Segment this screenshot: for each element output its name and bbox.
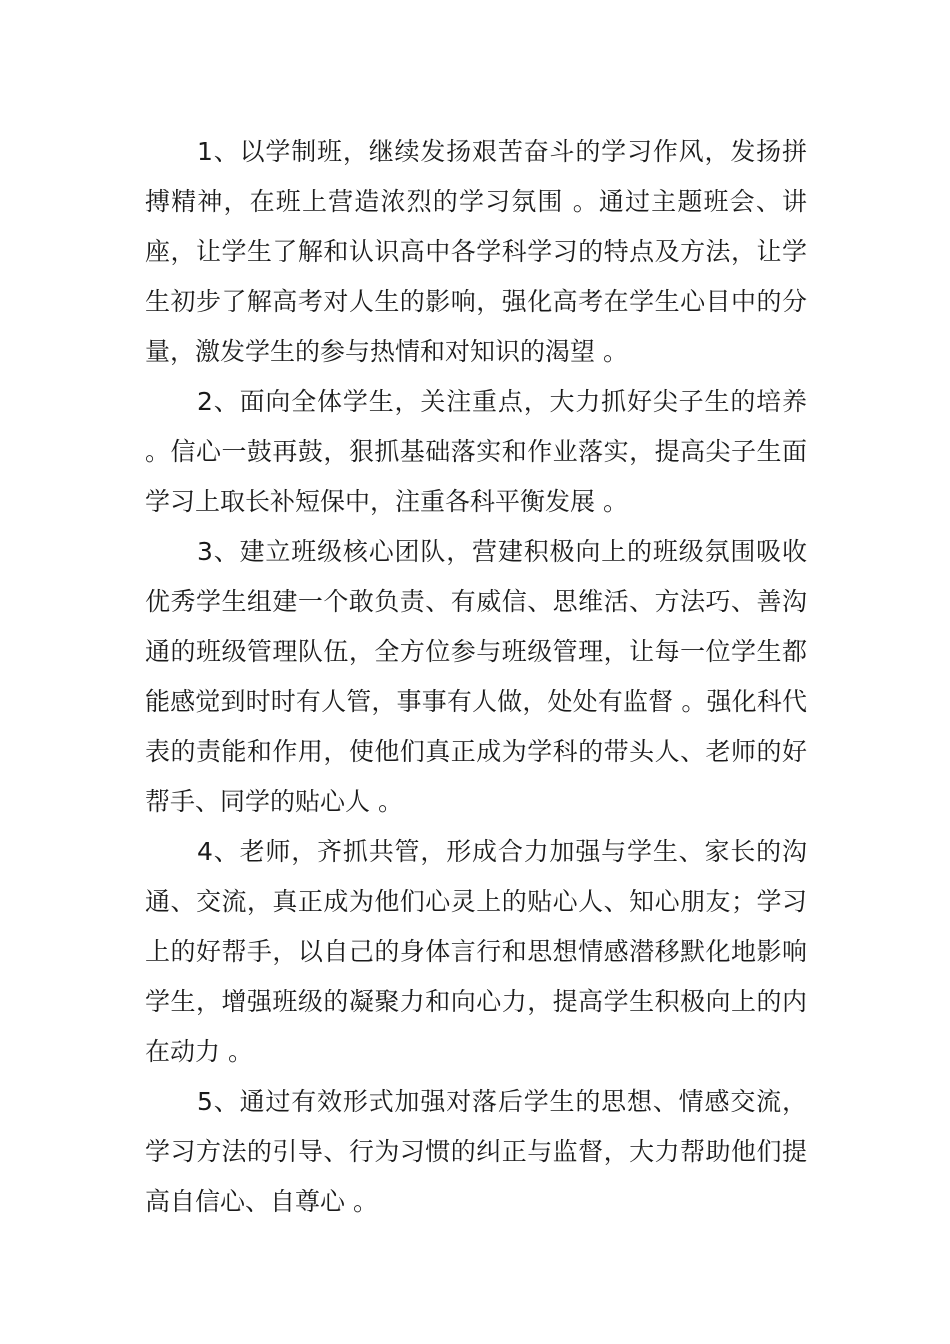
paragraph-2: 2、面向全体学生，关注重点，大力抓好尖子生的培养 。信心一鼓再鼓，狠抓基础落实和作业落实，提高尖子生面学习上取长补短保中，注重各科平衡发展 。: [145, 387, 807, 516]
paragraph-3: 3、建立班级核心团队，营建积极向上的班级氛围吸收优秀学生组建一个敢负责、有威信、思维活、方法巧、善沟通的班级管理队伍，全方位参与班级管理，让每一位学生都能感觉到时时有人管，事事有人做，处处有监督 。强化科代表的责能和作用，使他们真正成为学科的带头人、老师的好帮手、同学的贴心人 。: [145, 537, 807, 816]
paragraph-1: 1、以学制班，继续发扬艰苦奋斗的学习作风，发扬拼搏精神，在班上营造浓烈的学习氛围 。通过主题班会、讲座，让学生了解和认识高中各学科学习的特点及方法，让学生初步了解高考对人生的影响，强化高考在学生心目中的分量，激发学生的参与热情和对知识的渴望 。: [145, 137, 807, 366]
document-body: [145, 127, 807, 1227]
paragraph-5: 5、通过有效形式加强对落后学生的思想、情感交流，学习方法的引导、行为习惯的纠正与监督，大力帮助他们提高自信心、自尊心 。: [145, 1087, 807, 1216]
paragraph-4: 4、老师，齐抓共管，形成合力加强与学生、家长的沟通、交流，真正成为他们心灵上的贴心人、知心朋友；学习上的好帮手，以自己的身体言行和思想情感潜移默化地影响学生，增强班级的凝聚力和向心力，提高学生积极向上的内在动力 。: [145, 837, 807, 1066]
